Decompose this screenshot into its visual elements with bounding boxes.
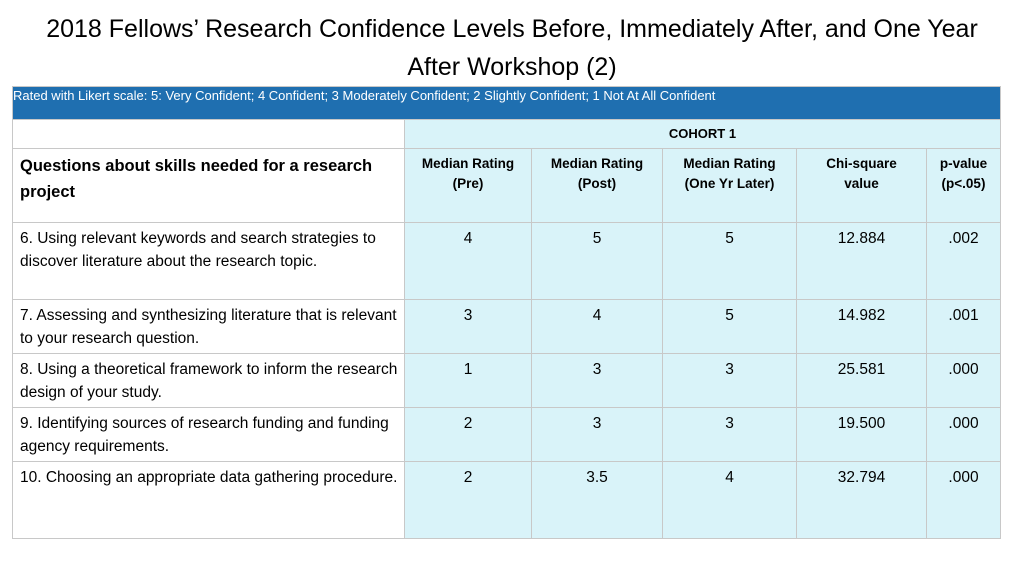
p-value-cell: .002 (927, 223, 1001, 300)
col-header-median-post (532, 149, 663, 223)
chi-square-cell: 14.982 (797, 300, 927, 354)
col-header-line1: Median Rating (421, 156, 515, 171)
median-pre-cell: 2 (405, 408, 532, 462)
col-header-line2: value (844, 176, 879, 191)
cohort-label: COHORT 1 (405, 120, 1001, 149)
col-header-median-one-year (663, 149, 797, 223)
chi-square-cell: 25.581 (797, 354, 927, 408)
slide-title: 2018 Fellows’ Research Confidence Levels Before, Immediately After, and One Year After Workshop (2) (46, 15, 978, 81)
table-row (13, 408, 1001, 462)
p-value-cell: .000 (927, 408, 1001, 462)
question-cell: 10. Choosing an appropriate data gathering procedure. (13, 462, 405, 539)
col-header-line2: (Pre) (452, 176, 484, 191)
col-header-chi-square (797, 149, 927, 223)
median-post-cell: 4 (532, 300, 663, 354)
likert-scale-note: Rated with Likert scale: 5: Very Confident; 4 Confident; 3 Moderately Confident; 2 Slightly Confident; 1 Not At All Confident (13, 87, 1001, 120)
median-post-cell: 3 (532, 354, 663, 408)
scale-note-row (13, 87, 1001, 120)
question-cell: 8. Using a theoretical framework to inform the research design of your study. (13, 354, 405, 408)
cohort-spacer-cell (13, 120, 405, 149)
col-header-line1: p-value (939, 156, 988, 171)
col-header-line2: (Post) (577, 176, 617, 191)
col-header-line2: (One Yr Later) (684, 176, 775, 191)
median-pre-cell: 4 (405, 223, 532, 300)
chi-square-cell: 12.884 (797, 223, 927, 300)
col-header-p-value (927, 149, 1001, 223)
median-pre-cell: 2 (405, 462, 532, 539)
table-row (13, 354, 1001, 408)
col-header-median-pre (405, 149, 532, 223)
col-header-line2: (p<.05) (941, 176, 986, 191)
median-post-cell: 3.5 (532, 462, 663, 539)
results-table (12, 86, 1001, 539)
p-value-cell: .000 (927, 462, 1001, 539)
median-post-cell: 5 (532, 223, 663, 300)
question-column-header: Questions about skills needed for a research project (13, 149, 405, 223)
table-row (13, 462, 1001, 539)
question-cell: 7. Assessing and synthesizing literature that is relevant to your research question. (13, 300, 405, 354)
col-header-line1: Median Rating (683, 156, 776, 171)
table-row (13, 300, 1001, 354)
col-header-line1: Median Rating (550, 156, 644, 171)
p-value-cell: .000 (927, 354, 1001, 408)
median-pre-cell: 1 (405, 354, 532, 408)
median-post-cell: 3 (532, 408, 663, 462)
col-header-line1: Chi-square (826, 156, 897, 171)
median-pre-cell: 3 (405, 300, 532, 354)
question-cell: 9. Identifying sources of research funding and funding agency requirements. (13, 408, 405, 462)
chi-square-cell: 32.794 (797, 462, 927, 539)
median-one-year-cell: 3 (663, 408, 797, 462)
column-header-row (13, 149, 1001, 223)
p-value-cell: .001 (927, 300, 1001, 354)
median-one-year-cell: 5 (663, 223, 797, 300)
question-cell: 6. Using relevant keywords and search strategies to discover literature about the research topic. (13, 223, 405, 300)
chi-square-cell: 19.500 (797, 408, 927, 462)
median-one-year-cell: 5 (663, 300, 797, 354)
median-one-year-cell: 4 (663, 462, 797, 539)
median-one-year-cell: 3 (663, 354, 797, 408)
table-row (13, 223, 1001, 300)
cohort-row (13, 120, 1001, 149)
